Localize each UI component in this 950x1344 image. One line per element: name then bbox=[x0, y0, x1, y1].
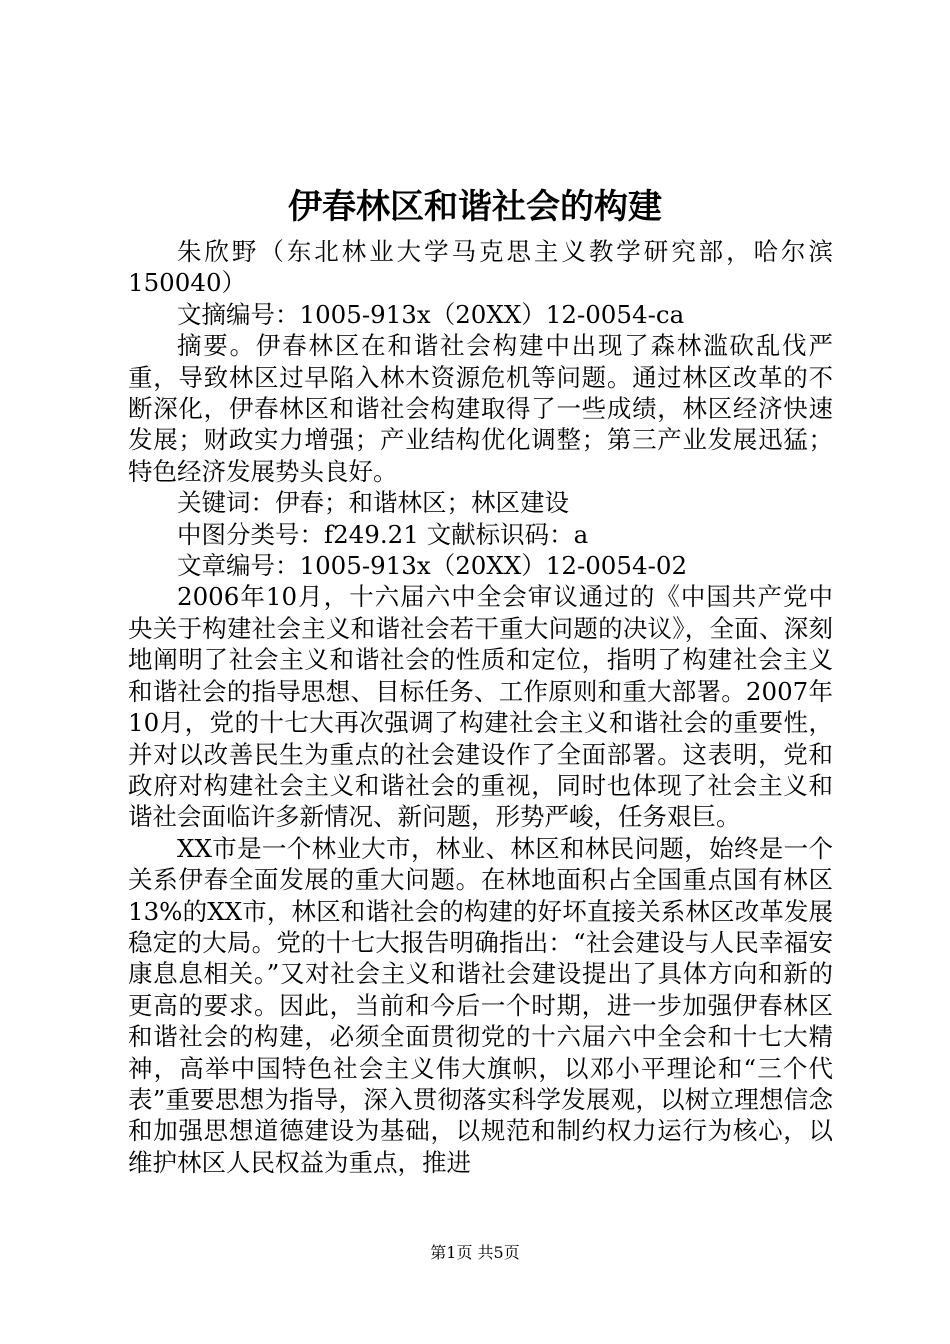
abstract-number: 文摘编号：1005-913x（20XX）12-0054-ca bbox=[177, 299, 685, 329]
document-body bbox=[128, 236, 833, 1178]
body-paragraph: XX市是一个林业大市，林业、林区和林民问题，始终是一个关系伊春全面发展的重大问题。在林地面积占全国重点国有林区13%的XX市，林区和谐社会的构建的好坏直接关系林区改革发展稳定的大局。党的十七大报告明确指出：“社会建设与人民幸福安康息息相关。”又对社会主义和谐社会建设提出了具体方向和新的更高的要求。因此，当前和今后一个时期，进一步加强伊春林区和谐社会的构建，必须全面贯彻党的十六届六中全会和十七大精神，高举中国特色社会主义伟大旗帜，以邓小平理论和“三个代表”重要思想为指导，深入贯彻落实科学发展观，以树立理想信念和加强思想道德建设为基础，以规范和制约权力运行为核心，以维护林区人民权益为重点，推进 bbox=[128, 833, 833, 1177]
keywords-line: 关键词：伊春；和谐林区；林区建设 bbox=[177, 488, 569, 518]
article-number-line: 文章编号：1005-913x（20XX）12-0054-02 bbox=[177, 551, 688, 581]
document-title: 伊春林区和谐社会的构建 bbox=[288, 187, 662, 227]
page-footer: 第1页 共5页 bbox=[430, 1243, 520, 1262]
body-paragraph: 2006年10月，十六届六中全会审议通过的《中国共产党中央关于构建社会主义和谐社会若干重大问题的决议》，全面、深刻地阐明了社会主义和谐社会的性质和定位，指明了构建社会主义和谐社会的指导思想、目标任务、工作原则和重大部署。2007年10月，党的十七大再次强调了构建社会主义和谐社会的重要性，并对以改善民生为重点的社会建设作了全面部署。这表明，党和政府对构建社会主义和谐社会的重视，同时也体现了社会主义和谐社会面临许多新情况、新问题，形势严峻，任务艰巨。 bbox=[128, 582, 833, 832]
abstract-paragraph: 摘要。伊春林区在和谐社会构建中出现了森林滥砍乱伐严重，导致林区过早陷入林木资源危机等问题。通过林区改革的不断深化，伊春林区和谐社会构建取得了一些成绩，林区经济快速发展；财政实力增强；产业结构优化调整；第三产业发展迅猛；特色经济发展势头良好。 bbox=[128, 331, 833, 486]
classification-line: 中图分类号：f249.21 文献标识码：a bbox=[177, 519, 589, 549]
author-line: 朱欣野（东北林业大学马克思主义教学研究部，哈尔滨150040） bbox=[128, 237, 833, 298]
